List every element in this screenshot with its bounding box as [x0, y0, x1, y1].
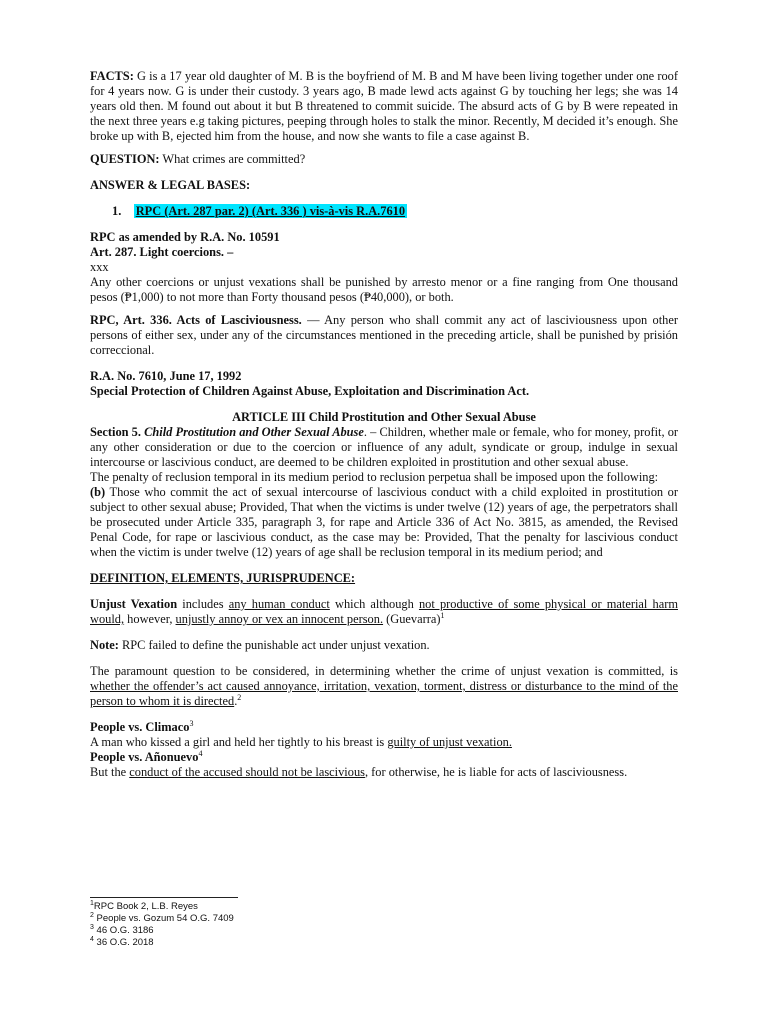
penalty-paragraph: The penalty of reclusion temporal in its medium period to reclusion perpetua shall be imposed upon the following:	[90, 470, 659, 484]
clause-b-paragraph	[90, 485, 678, 560]
facts-text: G is a 17 year old daughter of M. B is the boyfriend of M. B and M have been living together under one roof for 4 years now. G is under their custody. 3 years ago, B made lewd acts against G by touching her legs; she was 14 years old then. M found out about it but B threatened to commit suicide. The absurd acts of G by B were repeated in the next three years e.g taking pictures, peeping through holes to stalk the minor. Recently, M decided it’s enough. She broke up with B, ejected him from the house, and now she wants to file a case against B.	[90, 69, 678, 143]
footnotes	[90, 901, 234, 949]
question-text: What crimes are committed?	[159, 152, 306, 166]
clause-b-label: (b)	[90, 485, 106, 499]
footnote-divider	[90, 897, 238, 898]
facts-label: FACTS:	[90, 69, 134, 83]
footnote-item: $^1$RPC Book 2, L.B. Reyes	[90, 899, 198, 912]
footnote-item: $^4$ 36 O.G. 2018	[90, 935, 154, 948]
footnote-ref: 1	[440, 610, 445, 620]
note-paragraph	[90, 638, 678, 653]
art336-title: RPC, Art. 336. Acts of Lasciviousness.	[90, 313, 302, 327]
footnote-item: $^2$ People vs. Gozum 54 O.G. 7409	[90, 911, 234, 924]
art336-text: — Any person who shall commit any act of lasciviousness upon other persons of either sex, under any of the circumstances mentioned in the preceding article, shall be punished by prisión correccional.	[90, 313, 678, 357]
section5-title: Child Prostitution and Other Sexual Abuse	[140, 425, 364, 439]
rpc-amended-heading: RPC as amended by R.A. No. 10591	[90, 230, 280, 244]
definition-heading: DEFINITION, ELEMENTS, JURISPRUDENCE:	[90, 571, 356, 585]
facts-paragraph	[90, 69, 678, 144]
note-text: RPC failed to define the punishable act under unjust vexation.	[118, 638, 430, 652]
ra7610-title: R.A. No. 7610, June 17, 1992	[90, 369, 242, 383]
list-number: 1.	[112, 204, 122, 218]
art287-text: Any other coercions or unjust vexations shall be punished by arresto menor or a fine ranging from One thousand pesos (₱1,000) to not more than Forty thousand pesos (₱40,000), or both.	[90, 275, 678, 304]
footnote-item: $^3$ 46 O.G. 3186	[90, 923, 154, 936]
article3-heading: ARTICLE III Child Prostitution and Other Sexual Abuse	[232, 410, 536, 424]
unjust-vexation-paragraph: Unjust Vexation includes any human conduct which although not productive of some physical or material harm would, however, unjustly annoy or vex an innocent person. (Guevarra)$^1$	[90, 597, 678, 626]
list-item	[112, 204, 678, 219]
section5-label: Section 5.	[90, 425, 141, 439]
art287-xxx: xxx	[90, 260, 109, 274]
climaco-text: A man who kissed a girl and held her tightly to his breast is guilty of unjust vexation.	[90, 735, 512, 749]
answer-heading: ANSWER & LEGAL BASES:	[90, 178, 251, 192]
question-paragraph	[90, 152, 678, 167]
anonuevo-text: But the conduct of the accused should not be lascivious, for otherwise, he is liable for acts of lasciviousness.	[90, 765, 628, 779]
section5-text: . – Children, whether male or female, who for money, profit, or any other consideration or due to the coercion or influence of any adult, syndicate or group, indulge in sexual intercourse or lascivious conduct, are deemed to be children exploited in prostitution and other sexual abuse.	[90, 425, 679, 469]
footnote-ref: 4	[198, 748, 203, 758]
unjust-vexation-term: Unjust Vexation	[90, 597, 178, 611]
clause-b-text: Those who commit the act of sexual intercourse of lascivious conduct with a child exploited in prostitution or subject to other sexual abuse; Provided, That when the victims is under twelve (12) years of age, the perpetrators shall be prosecuted under Article 335, paragraph 3, for rape and Article 336 of Act No. 3815, as amended, the Revised Penal Code, for rape or lascivious conduct, as the case may be: Provided, That the penalty for lascivious conduct when the victim is under twelve (12) years of age shall be reclusion temporal in its medium period; and	[90, 485, 678, 559]
highlighted-heading: RPC (Art. 287 par. 2) (Art. 336 ) vis-à-vis R.A.7610	[135, 204, 406, 218]
footnote-ref: 2	[237, 692, 242, 702]
section5-paragraph	[90, 425, 678, 470]
climaco-title: People vs. Climaco$^3$	[90, 718, 194, 734]
paramount-paragraph: The paramount question to be considered, in determining whether the crime of unjust vexation is committed, is whether the offender’s act caused annoyance, irritation, vexation, torment, distress or disturbance to the mind of the person to whom it is directed.$^2$	[90, 664, 678, 708]
art336-paragraph	[90, 313, 678, 358]
question-label: QUESTION:	[90, 152, 160, 166]
document-body	[90, 69, 678, 780]
footnote-ref: 3	[189, 718, 194, 728]
anonuevo-title: People vs. Añonuevo$^4$	[90, 748, 203, 764]
note-label: Note:	[90, 638, 119, 652]
art287-title: Art. 287. Light coercions. –	[90, 245, 234, 259]
ra7610-subtitle: Special Protection of Children Against Abuse, Exploitation and Discrimination Act.	[90, 384, 530, 398]
